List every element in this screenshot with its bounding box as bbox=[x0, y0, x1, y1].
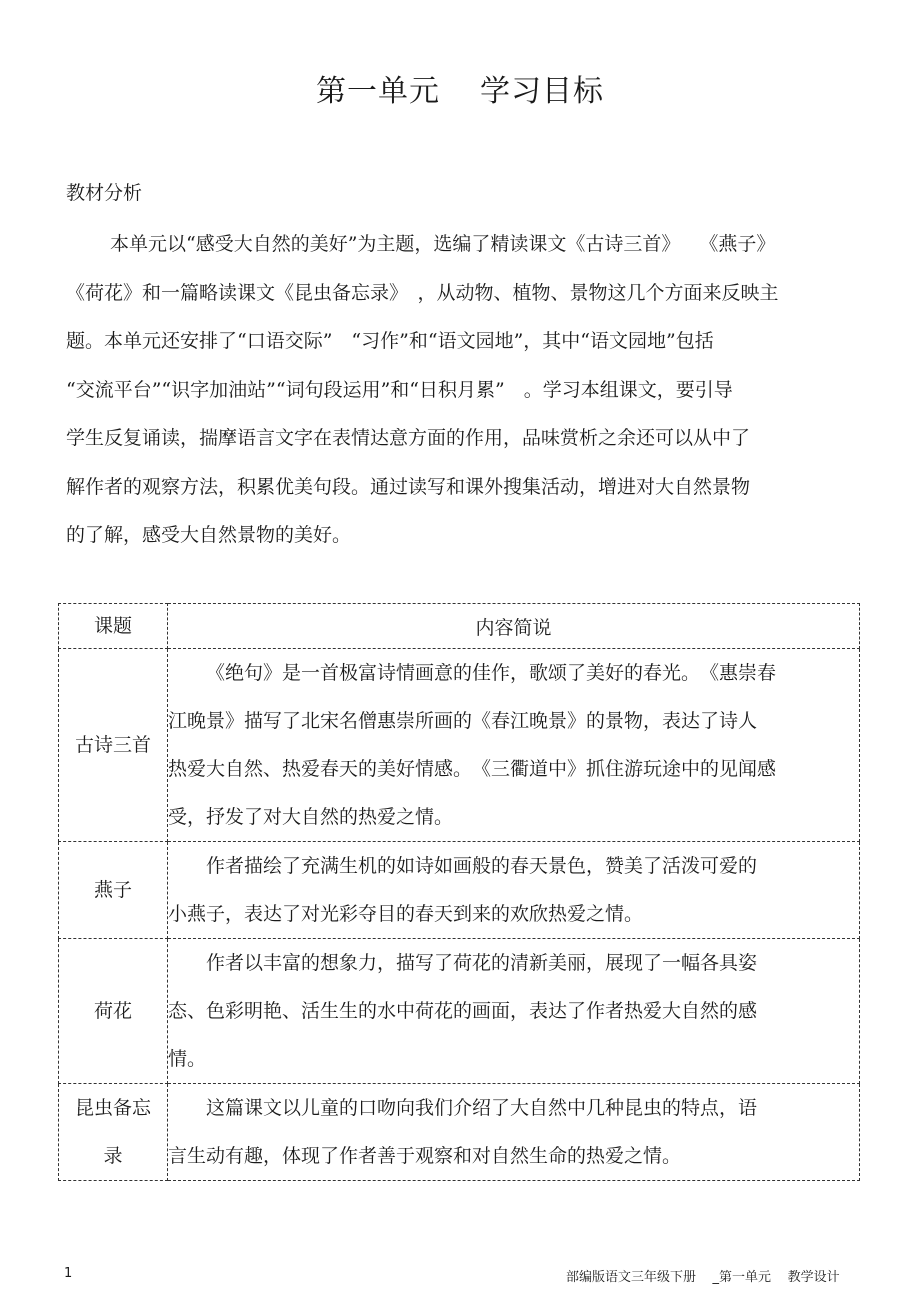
intro-line: “交流平台”“识字加油站”“词句段运用”和“日积月累” 。学习本组课文，要引导 bbox=[66, 378, 733, 401]
desc-line: 作者以丰富的想象力，描写了荷花的清新美丽，展现了一幅各具姿 bbox=[206, 952, 758, 974]
desc-line: 言生动有趣，体现了作者善于观察和对自然生命的热爱之情。 bbox=[168, 1145, 682, 1167]
desc-line: 受，抒发了对大自然的热爱之情。 bbox=[168, 806, 454, 828]
intro-line: 题。本单元还安排了“口语交际” “习作”和“语文园地”，其中“语文园地”包括 bbox=[66, 330, 714, 352]
header-topic: 课题 bbox=[59, 604, 168, 649]
row-topic: 燕子 bbox=[59, 842, 168, 939]
desc-line: 态、色彩明艳、活生生的水中荷花的画面，表达了作者热爱大自然的感 bbox=[168, 1000, 758, 1022]
row-description bbox=[168, 1084, 860, 1181]
page-number: 1 bbox=[64, 1266, 73, 1281]
row-description bbox=[168, 649, 860, 842]
footer-book: 部编版语文三年级下册 bbox=[566, 1270, 697, 1285]
intro-paragraph bbox=[66, 220, 866, 560]
desc-line: 情。 bbox=[168, 1048, 207, 1070]
topic-line: 昆虫备忘 bbox=[74, 1097, 151, 1119]
table-header-row bbox=[59, 604, 860, 649]
row-description bbox=[168, 939, 860, 1084]
table-row bbox=[59, 842, 860, 939]
lesson-table bbox=[58, 603, 860, 1181]
title-goal: 学习目标 bbox=[480, 74, 604, 109]
desc-line: 热爱大自然、热爱春天的美好情感。 《三衢道中》抓住游玩途中的见闻感 bbox=[168, 758, 777, 780]
row-topic: 荷花 bbox=[59, 939, 168, 1084]
footer-unit: _第一单元 bbox=[712, 1270, 772, 1285]
table-row bbox=[59, 939, 860, 1084]
table-row bbox=[59, 649, 860, 842]
row-topic bbox=[59, 1084, 168, 1181]
page-title bbox=[0, 66, 920, 110]
intro-line: 解作者的观察方法，积累优美句段。通过读写和课外搜集活动，增进对大自然景物 bbox=[66, 475, 751, 498]
row-description bbox=[168, 842, 860, 939]
section-heading: 教材分析 bbox=[66, 182, 143, 204]
intro-line: 学生反复诵读，揣摩语言文字在表情达意方面的作用，品味赏析之余还可以从中了 bbox=[66, 427, 751, 449]
desc-line: 作者描绘了充满生机的如诗如画般的春天景色，赞美了活泼可爱的 bbox=[206, 855, 758, 877]
intro-line: 本单元以“感受大自然的美好”为主题，选编了精读课文《古诗三首》 《燕子》 bbox=[110, 233, 776, 255]
topic-line: 录 bbox=[103, 1145, 123, 1167]
title-unit: 第一单元 bbox=[316, 74, 440, 109]
desc-line: 这篇课文以儿童的口吻向我们介绍了大自然中几种昆虫的特点，语 bbox=[206, 1097, 758, 1119]
table-row bbox=[59, 1084, 860, 1181]
intro-line: 《荷花》和一篇略读课文《昆虫备忘录》 ，从动物、植物、景物这几个方面来反映主 bbox=[66, 281, 779, 304]
desc-line: 《绝句》是一首极富诗情画意的佳作，歌颂了美好的春光。 《惠崇春 bbox=[206, 662, 777, 684]
row-topic: 古诗三首 bbox=[59, 649, 168, 842]
desc-line: 小燕子，表达了对光彩夺目的春天到来的欢欣热爱之情。 bbox=[168, 903, 644, 925]
header-content: 内容简说 bbox=[168, 604, 860, 649]
intro-line: 的了解，感受大自然景物的美好。 bbox=[66, 524, 352, 546]
desc-line: 江晚景》描写了北宋名僧惠崇所画的《春江晚景》的景物，表达了诗人 bbox=[168, 710, 758, 732]
page-footer bbox=[566, 1266, 840, 1285]
footer-doc-type: 教学设计 bbox=[787, 1270, 840, 1285]
